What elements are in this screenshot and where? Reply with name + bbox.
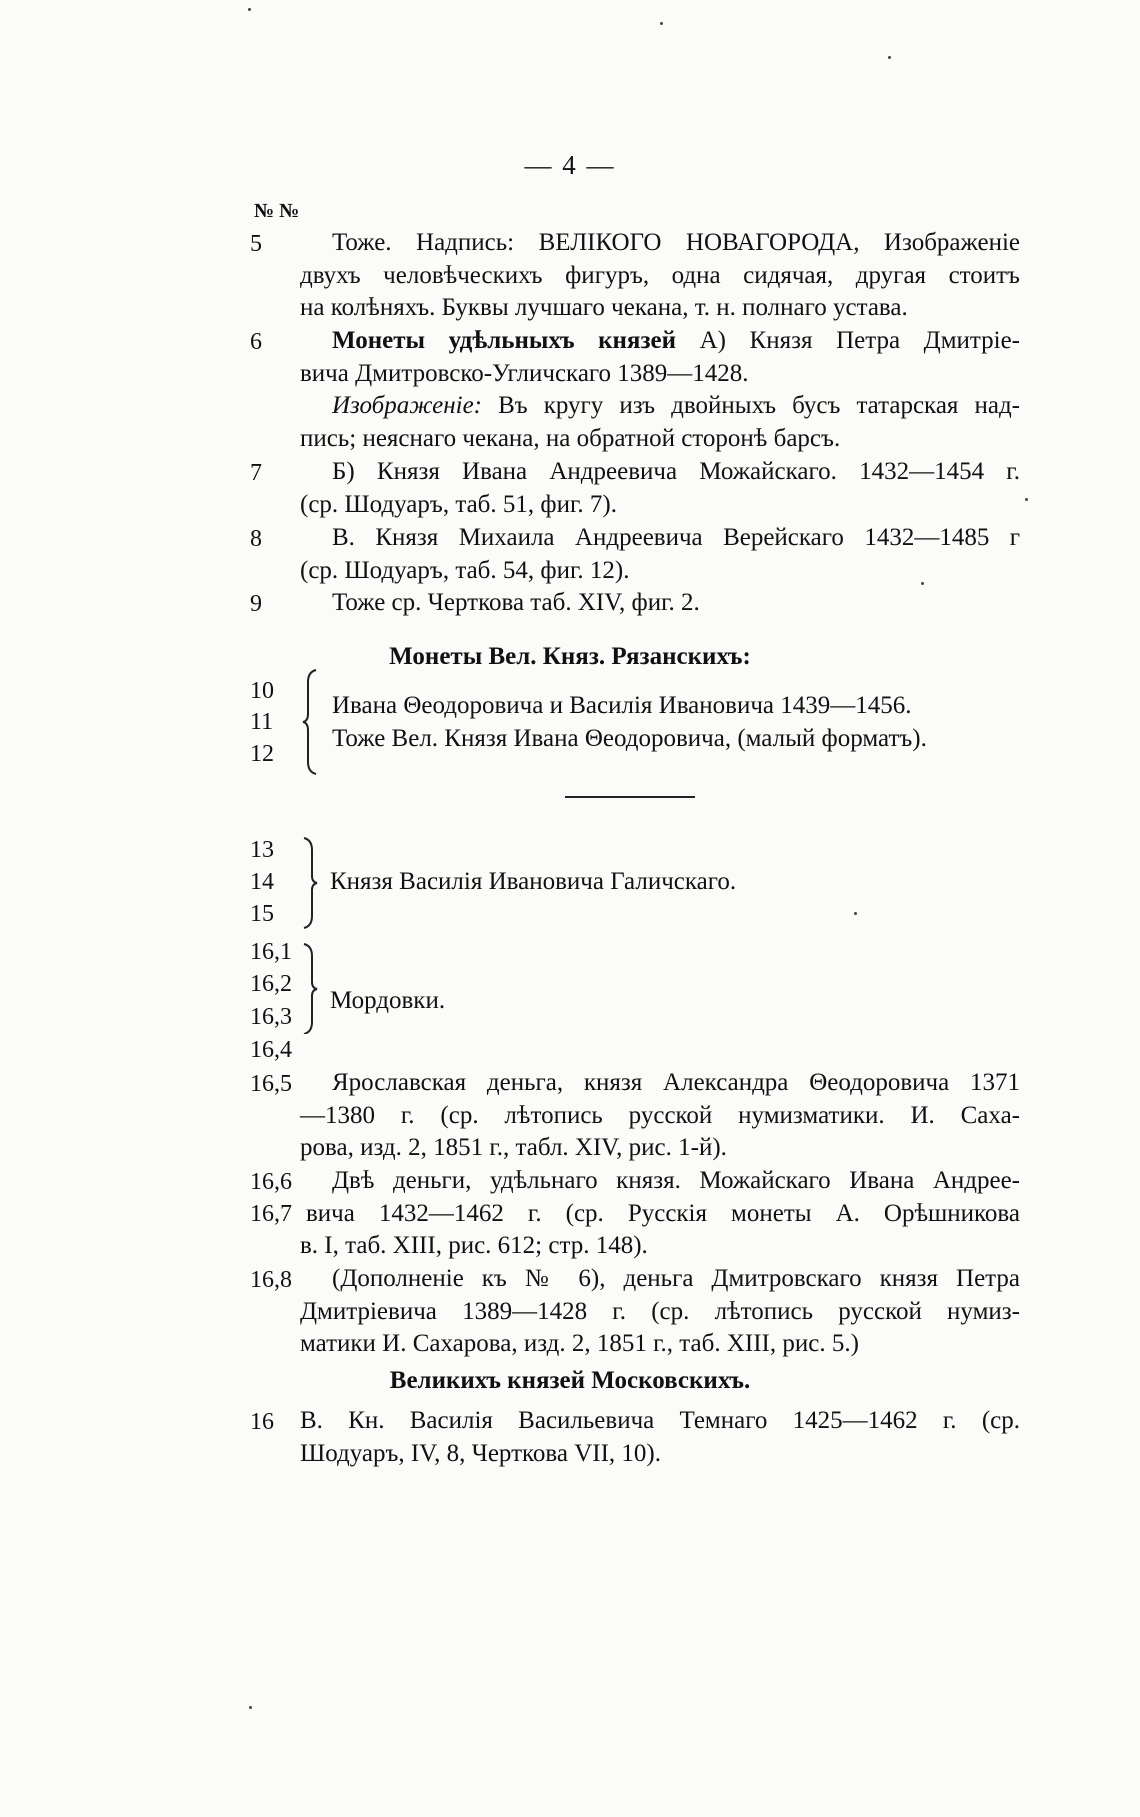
print-speck: [248, 8, 251, 11]
entry-16-5-line-3: рова, изд. 2, 1851 г., табл. XIV, рис. 1-й).: [300, 1134, 727, 1162]
entry-16-8-line-2: Дмитріевича 1389—1428 г. (ср. лѣтопись русской нумиз-: [300, 1297, 1020, 1325]
entry-7-line-2: (ср. Шодуаръ, таб. 51, фиг. 7).: [300, 490, 617, 518]
entry-6-line-1: [300, 325, 1020, 358]
entry-5-line-1: Тоже. Надпись: ВЕЛІКОГО НОВАГОРОДА, Изображеніе: [332, 229, 1020, 256]
mordovki-line: Мордовки.: [330, 987, 446, 1014]
group-10-12-line-1: Ивана Θеодоровича и Василія Ивановича 1439—1456.: [332, 692, 912, 719]
print-speck: [854, 912, 857, 915]
entry-16-6-line-3: в. I, таб. XIII, рис. 612; стр. 148).: [300, 1232, 648, 1260]
section-heading-ryazan: Монеты Вел. Княз. Рязанскихъ:: [389, 643, 751, 670]
entry-number-16-2: 16,2: [250, 971, 292, 997]
entry-6-line-3: [300, 390, 1020, 423]
entry-number-13: 13: [250, 837, 274, 863]
entry-16-5-line-2: —1380 г. (ср. лѣтопись русской нумизматики. И. Саха-: [300, 1101, 1020, 1129]
entry-number-7: 7: [250, 460, 262, 486]
entry-number-11: 11: [250, 709, 274, 735]
entry-16-5-text: [300, 1067, 1020, 1165]
entry-number-15: 15: [250, 901, 274, 927]
entry-5-text: [300, 227, 1020, 325]
print-speck: [1025, 498, 1028, 501]
entry-16-6-line-2: вича 1432—1462 г. (ср. Русскія монеты А. Орѣшникова: [306, 1199, 1020, 1227]
entry-16-5-line-1: Ярославская деньга, князя Александра Θеодоровича 1371: [332, 1069, 1020, 1096]
section-heading-moscow: Великихъ князей Московскихъ.: [389, 1367, 751, 1394]
print-speck: [921, 582, 924, 585]
entry-6-line-4: пись; неяснаго чекана, на обратной сторонѣ барсъ.: [300, 424, 841, 452]
group-13-15-line: Князя Василія Ивановича Галичскаго.: [330, 868, 737, 895]
entry-number-6: 6: [250, 329, 262, 355]
section-divider: [565, 796, 695, 798]
numbers-column-header: № №: [254, 200, 300, 222]
entry-9-text: [332, 587, 1020, 620]
entry-number-5: 5: [250, 231, 262, 257]
entry-6-bold-lead: Монеты удѣльныхъ князей: [332, 327, 676, 354]
print-speck: [888, 56, 891, 59]
entry-number-16: 16: [250, 1409, 274, 1435]
brace-13-15: [300, 836, 320, 930]
entry-16-8-line-3: матики И. Сахарова, изд. 2, 1851 г., таб. XIII, рис. 5.): [300, 1330, 859, 1358]
entry-6-line-2: вича Дмитровско-Угличскаго 1389—1428.: [300, 359, 749, 387]
entry-8-line-2: (ср. Шодуаръ, таб. 54, фиг. 12).: [300, 556, 630, 584]
entry-number-14: 14: [250, 869, 274, 895]
group-10-12-line-2: Тоже Вел. Князя Ивана Θеодоровича, (малый форматъ).: [332, 724, 927, 752]
entry-5-line-2: двухъ человѣческихъ фигуръ, одна сидячая, другая стоитъ: [300, 261, 1020, 289]
print-speck: [660, 22, 663, 25]
entry-9-line-1: Тоже ср. Черткова таб. XIV, фиг. 2.: [332, 589, 700, 616]
entry-5-line-3: на колѣняхъ. Буквы лучшаго чекана, т. н. полнаго устава.: [300, 294, 908, 322]
entry-number-16-6: 16,6: [250, 1169, 292, 1195]
entry-16-text: [300, 1405, 1020, 1470]
print-speck: [249, 1706, 252, 1709]
brace-16-1-16-4: [300, 942, 320, 1034]
group-16-mordovki-text: [330, 985, 1020, 1018]
entry-6-text: [300, 325, 1020, 455]
entry-6-line-3-rest: Въ кругу изъ двойныхъ бусъ татарская над-: [482, 392, 1020, 420]
entry-number-16-5: 16,5: [250, 1071, 292, 1097]
group-10-12-text: [332, 690, 1020, 755]
page-number: — 4 —: [524, 150, 616, 180]
entry-number-16-4: 16,4: [250, 1037, 292, 1063]
entry-6-italic-lead: Изображеніе:: [332, 392, 483, 420]
entry-7-line-1: Б) Князя Ивана Андреевича Можайскаго. 1432—1454 г.: [332, 458, 1020, 485]
entry-number-16-1: 16,1: [250, 939, 292, 965]
entry-16-6-line-1: Двѣ деньги, удѣльнаго князя. Можайскаго Ивана Андрее-: [332, 1167, 1020, 1194]
entry-number-10: 10: [250, 678, 274, 704]
entry-number-16-7: 16,7: [250, 1201, 292, 1227]
entry-number-16-3: 16,3: [250, 1004, 292, 1030]
entry-16-line-1: В. Кн. Василія Васильевича Темнаго 1425—1462 г. (ср.: [300, 1407, 1020, 1434]
entry-16-8-line-1: (Дополненіе къ № 6), деньга Дмитровскаго князя Петра: [332, 1265, 1020, 1292]
entry-number-12: 12: [250, 741, 274, 767]
entry-number-16-8: 16,8: [250, 1267, 292, 1293]
group-13-15-text: [330, 866, 1020, 899]
brace-10-12: [300, 668, 320, 776]
entry-number-9: 9: [250, 591, 262, 617]
entry-number-8: 8: [250, 526, 262, 552]
entry-6-line-1-rest: А) Князя Петра Дмитріе-: [676, 327, 1020, 354]
entry-8-line-1: В. Князя Михаила Андреевича Верейскаго 1432—1485 г: [332, 524, 1020, 551]
entry-16-6-7-text: [300, 1165, 1020, 1263]
entry-7-text: [300, 456, 1020, 521]
entry-16-line-2: Шодуаръ, IV, 8, Черткова VII, 10).: [300, 1439, 661, 1467]
entry-16-8-text: [300, 1263, 1020, 1361]
entry-8-text: [300, 522, 1020, 587]
